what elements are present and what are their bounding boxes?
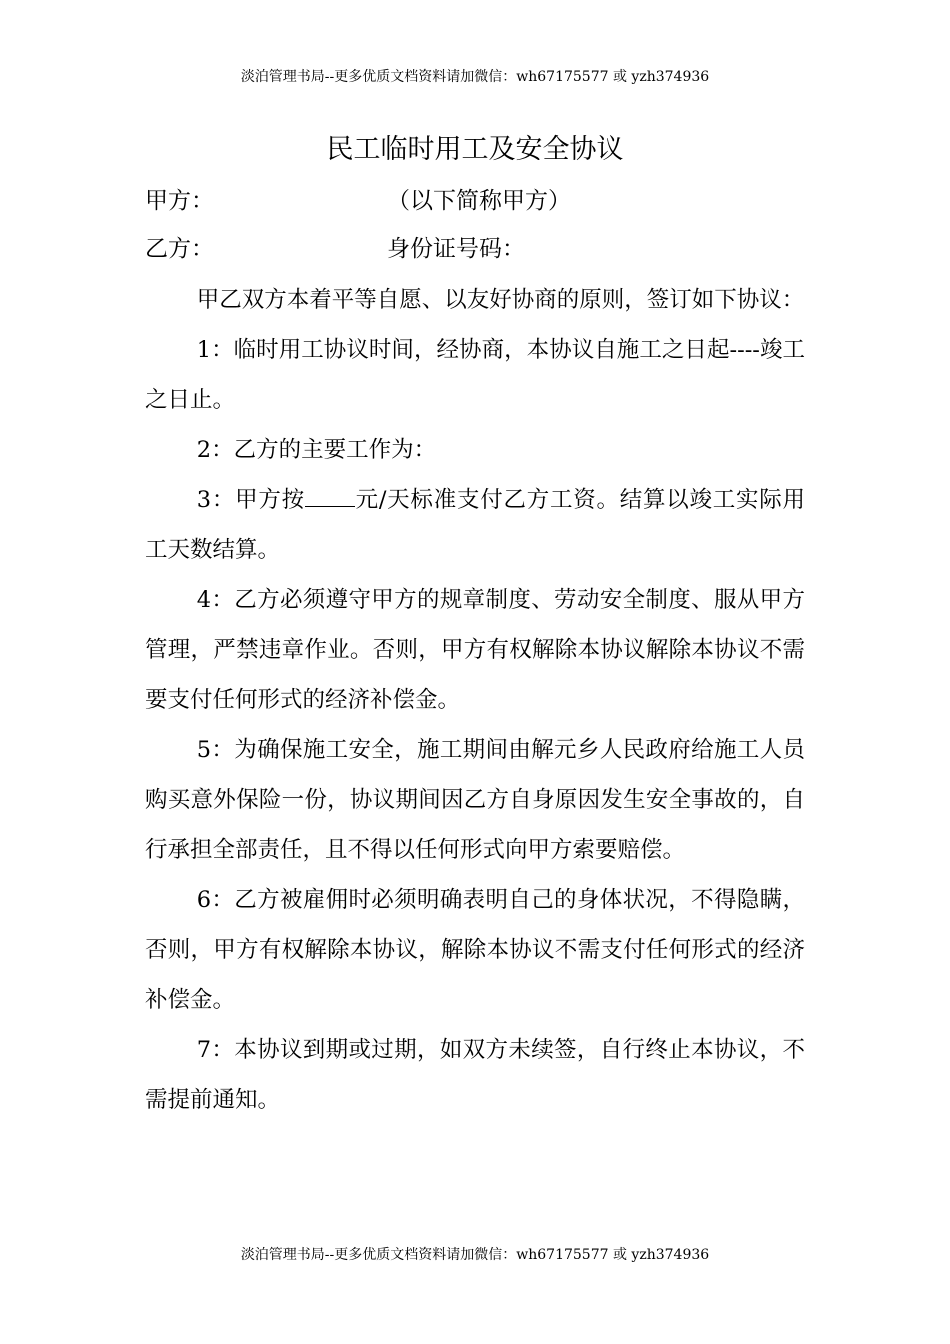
clause-7: 7：本协议到期或过期，如双方未续签，自行终止本协议，不需提前通知。 xyxy=(145,1037,805,1113)
clause-2: 2：乙方的主要工作为： xyxy=(196,437,437,463)
party-b-label: 乙方： xyxy=(145,236,214,262)
clause-4: 4：乙方必须遵守甲方的规章制度、劳动安全制度、服从甲方管理，严禁违章作业。否则，甲方有权解除本协议解除本协议不需要支付任何形式的经济补偿金。 xyxy=(145,587,805,713)
clause-1: 1：临时用工协议时间，经协商，本协议自施工之日起----竣工之日止。 xyxy=(145,337,805,413)
page-footer: 淡泊管理书局--更多优质文档资料请加微信：wh67175577 或 yzh374936 xyxy=(240,1247,710,1263)
clause-3-start: 3：甲方按 xyxy=(196,487,305,513)
clause-3 xyxy=(145,475,805,575)
party-b-id-label: 身份证号码： xyxy=(387,236,525,262)
party-b-line xyxy=(145,234,805,264)
agreement-body xyxy=(145,275,805,1125)
party-a-note: （以下简称甲方） xyxy=(387,188,571,214)
wage-blank-line xyxy=(305,484,355,507)
document-title: 民工临时用工及安全协议 xyxy=(326,134,624,165)
clause-5: 5：为确保施工安全，施工期间由解元乡人民政府给施工人员购买意外保险一份，协议期间因乙方自身原因发生安全事故的，自行承担全部责任，且不得以任何形式向甲方索要赔偿。 xyxy=(145,737,805,863)
party-a-label: 甲方： xyxy=(145,188,214,214)
intro-paragraph: 甲乙双方本着平等自愿、以友好协商的原则，签订如下协议： xyxy=(196,287,805,313)
clause-3-end: 元/天标准支付乙方工资。结算以竣工实际用工天数结算。 xyxy=(145,487,805,563)
page-header: 淡泊管理书局--更多优质文档资料请加微信：wh67175577 或 yzh374936 xyxy=(240,69,710,85)
party-a-line xyxy=(145,186,805,216)
clause-6: 6：乙方被雇佣时必须明确表明自己的身体状况，不得隐瞒，否则，甲方有权解除本协议，解除本协议不需支付任何形式的经济补偿金。 xyxy=(145,887,805,1013)
